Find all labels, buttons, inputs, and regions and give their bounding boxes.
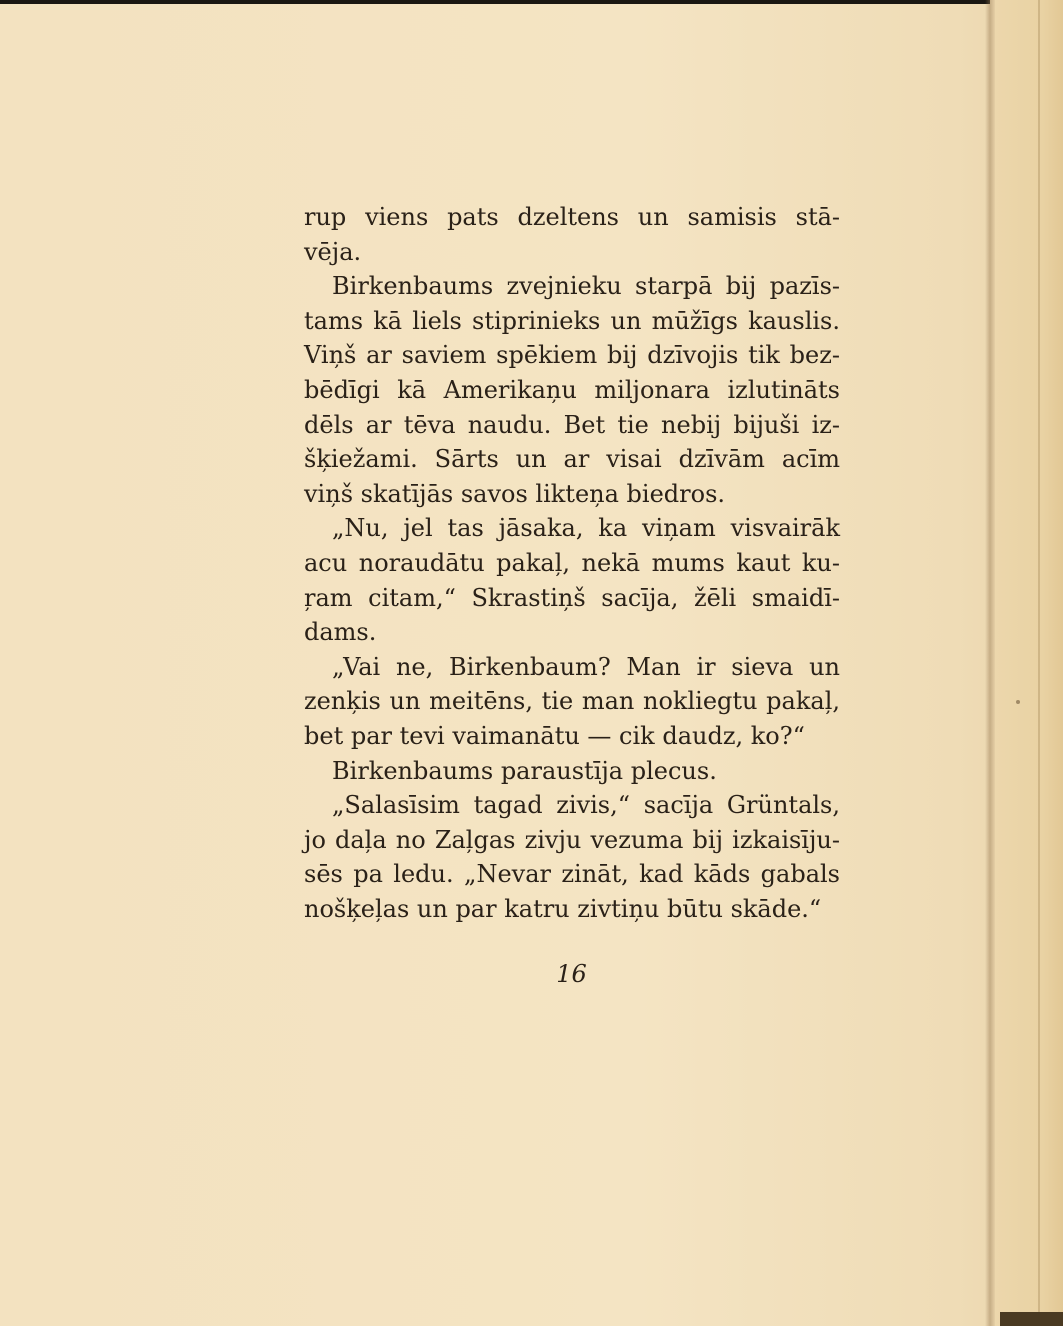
page-number-container (0, 960, 1063, 988)
text-line: viņš skatījās savos likteņa biedros. (304, 479, 726, 508)
bottom-corner (1000, 1312, 1063, 1326)
text-line: Birkenbaums zvejnieku starpā bij pazīs- (332, 272, 840, 301)
text-line: bet par tevi vaimanātu — cik daudz, ko?“ (304, 721, 805, 750)
text-line: „Nu, jel tas jāsaka, ka viņam visvairāk (332, 514, 840, 543)
text-line: Birkenbaums paraustīja plecus. (332, 756, 717, 785)
text-line: tams kā liels stiprinieks un mūžīgs kauslis. (304, 306, 840, 335)
page-top-edge (0, 0, 990, 4)
page-number: 16 (556, 960, 587, 988)
text-line: vēja. (304, 237, 362, 266)
text-line: acu noraudātu pakaļ, nekā mums kaut ku- (304, 548, 840, 577)
text-line: Viņš ar saviem spēkiem bij dzīvojis tik bez- (304, 341, 840, 370)
spine-shadow (985, 0, 995, 1326)
text-line: dams. (304, 618, 377, 647)
text-line: bēdīgi kā Amerikaņu miljonara izlutināts (304, 375, 840, 404)
leaf-edge-line (1038, 0, 1040, 1326)
adjacent-page-edge (995, 0, 1063, 1326)
body-text (304, 200, 840, 926)
text-line: „Salasīsim tagad zivis,“ sacīja Grüntals, (332, 791, 840, 820)
paper-speck (1016, 700, 1020, 704)
text-line: dēls ar tēva naudu. Bet tie nebij bijuši iz- (304, 410, 840, 439)
text-line: zenķis un meitēns, tie man nokliegtu pakaļ, (304, 687, 840, 716)
text-line: rup viens pats dzeltens un samisis stā- (304, 203, 840, 231)
text-line: šķiežami. Sārts un ar visai dzīvām acīm (304, 445, 840, 474)
text-line: nošķeļas un par katru zivtiņu būtu skāde.“ (304, 894, 822, 923)
text-line: „Vai ne, Birkenbaum? Man ir sieva un (332, 652, 840, 681)
text-line: ŗam citam,“ Skrastiņš sacīja, žēli smaidī- (304, 583, 840, 612)
text-line: jo daļa no Zaļgas zivju vezuma bij izkaisīju- (304, 825, 840, 854)
text-line: sēs pa ledu. „Nevar zināt, kad kāds gabals (304, 860, 840, 889)
